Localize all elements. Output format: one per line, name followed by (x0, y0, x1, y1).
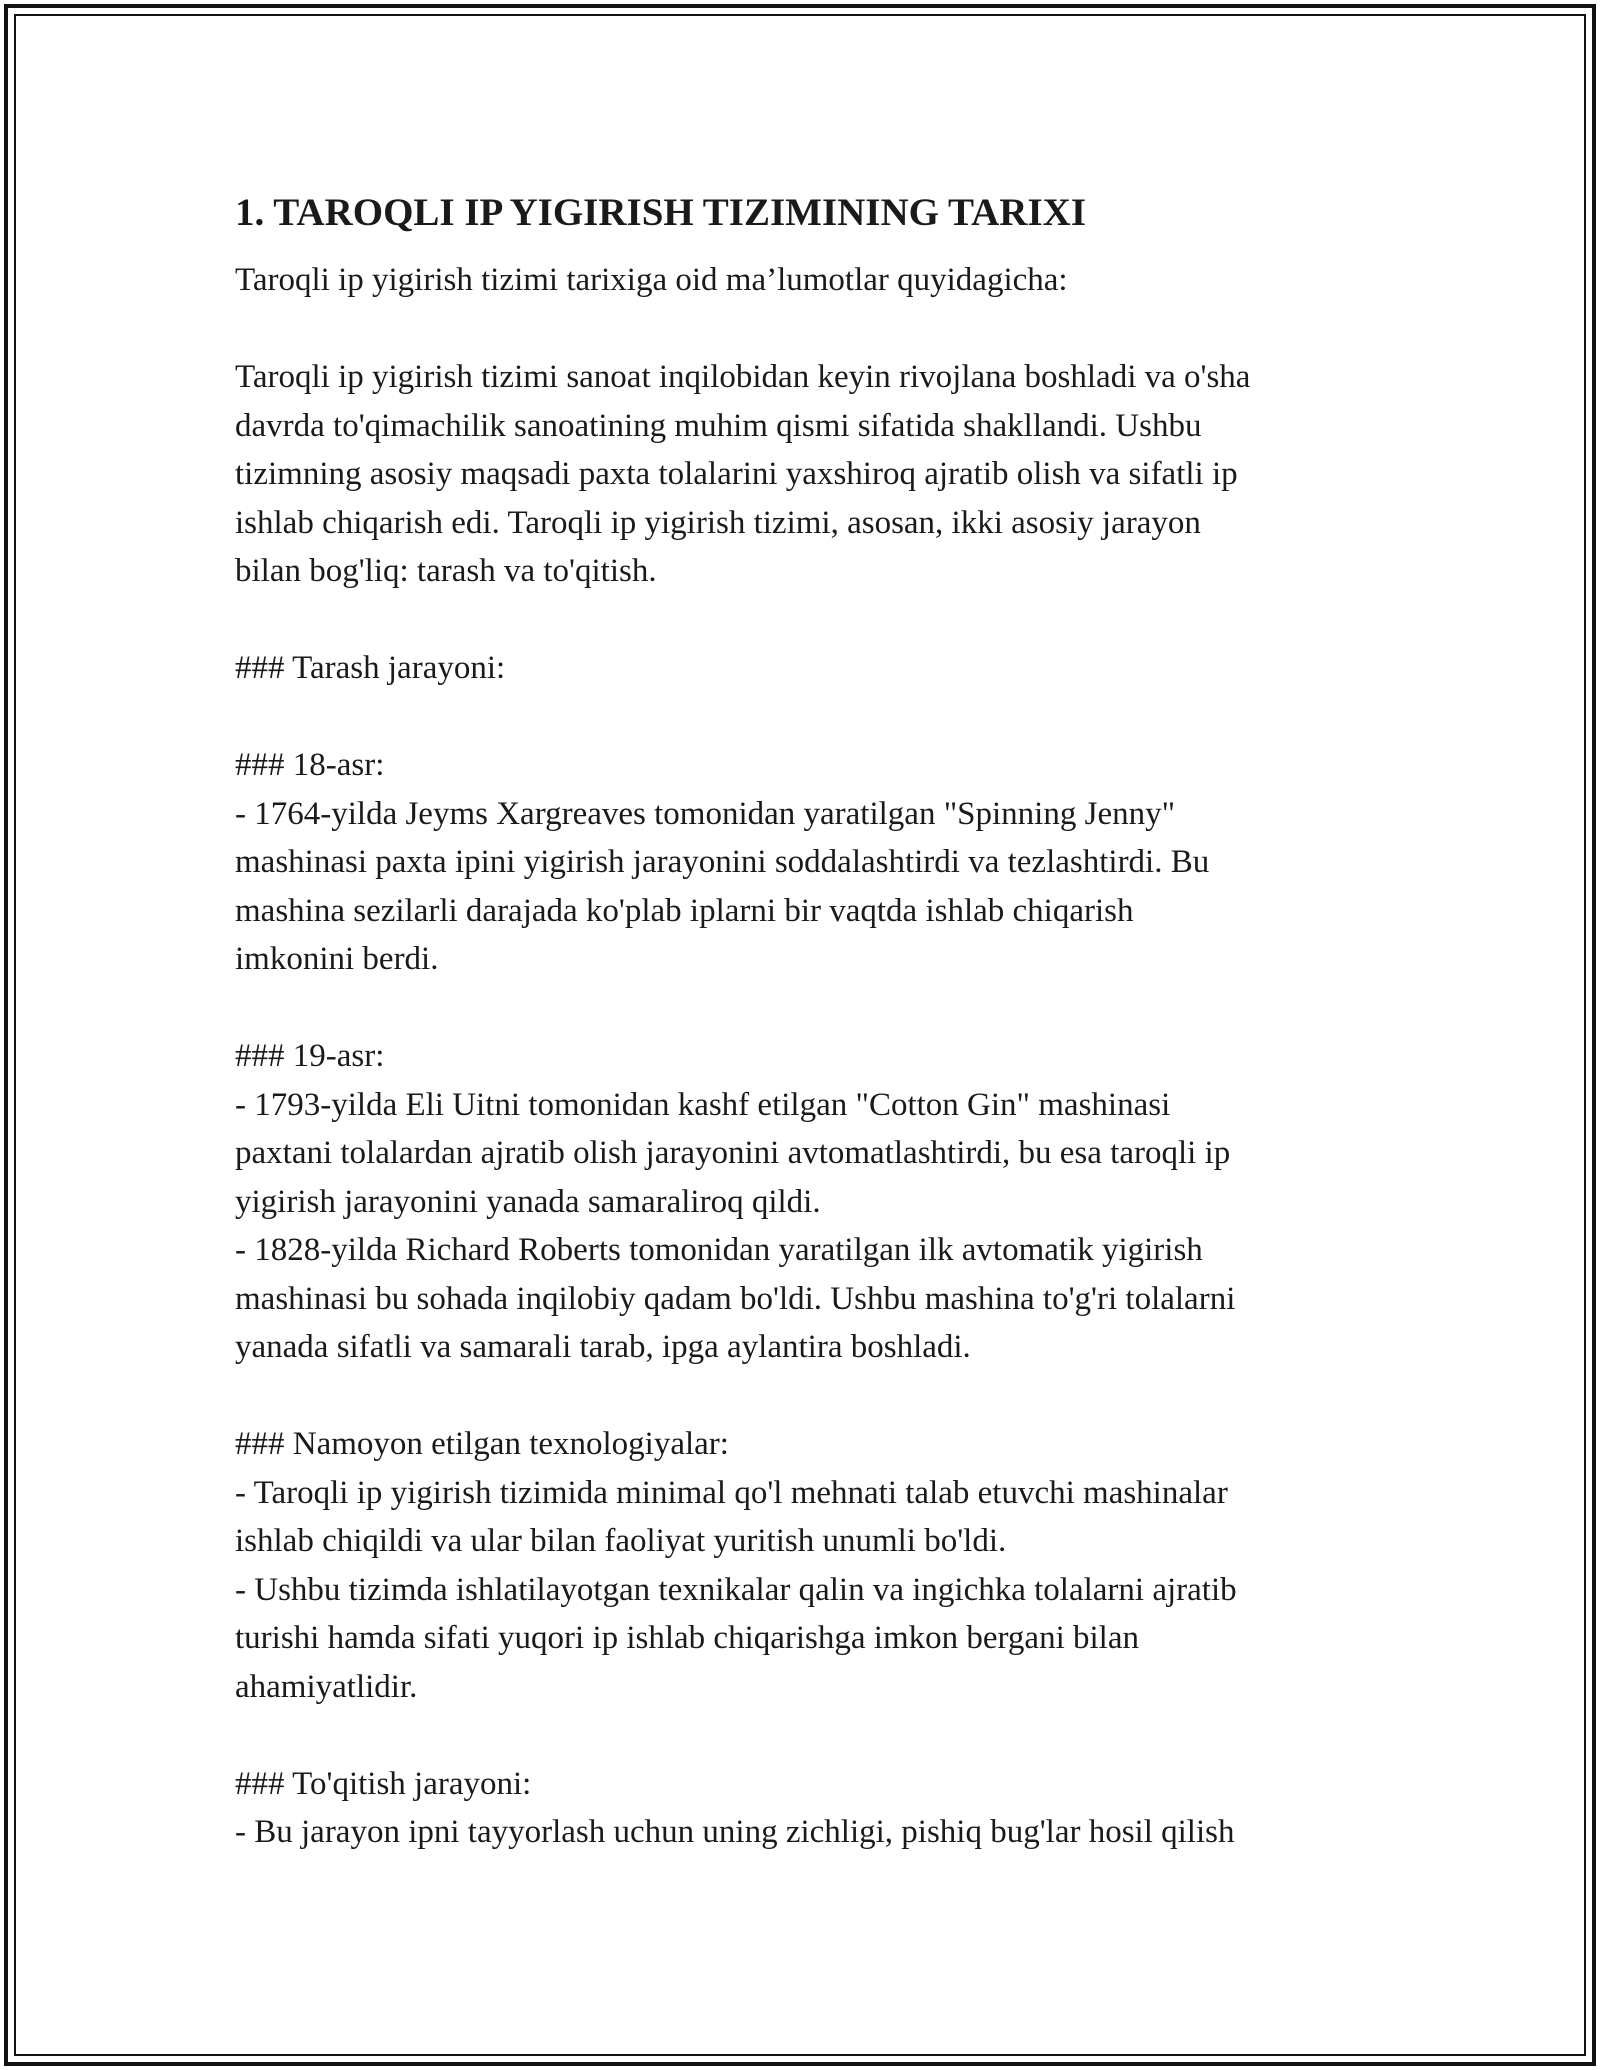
spacer (235, 693, 1395, 742)
century-19-section (235, 1032, 1395, 1420)
toqitish-section (235, 1760, 1395, 1857)
section-heading: ### 19-asr: (235, 1038, 385, 1074)
tarash-section (235, 644, 1395, 741)
text-line: - Ushbu tizimda ishlatilayotgan texnikalar qalin va ingichka tolalarni ajratib (235, 1571, 1237, 1608)
intro-line: Taroqli ip yigirish tizimi tarixiga oid ma’lumotlar quyidagicha: (235, 262, 1068, 298)
text-line: ishlab chiqildi va ular bilan faoliyat yuritish unumli bo'ldi. (235, 1523, 1007, 1559)
technologies-section (235, 1420, 1395, 1760)
spacer (235, 1711, 1395, 1760)
overview-line: tizimning asosiy maqsadi paxta tolalarini yaxshiroq ajratib olish va sifatli ip (235, 456, 1238, 492)
text-line: mashinasi bu sohada inqilobiy qadam bo'ldi. Ushbu mashina to'g'ri tolalarni (235, 1280, 1236, 1317)
text-line: - Taroqli ip yigirish tizimida minimal qo'l mehnati talab etuvchi mashinalar (235, 1474, 1228, 1511)
section-heading: ### Tarash jarayoni: (235, 650, 506, 686)
overview-line: ishlab chiqarish edi. Taroqli ip yigirish tizimi, asosan, ikki asosiy jarayon (235, 504, 1201, 541)
spacer (235, 596, 1395, 645)
spacer (235, 984, 1395, 1033)
century-18-section (235, 741, 1395, 1032)
overview-paragraph (235, 353, 1395, 644)
document-body (235, 186, 1395, 1857)
text-line: ahamiyatlidir. (235, 1668, 418, 1705)
overview-line: davrda to'qimachilik sanoatining muhim qismi sifatida shakllandi. Ushbu (235, 407, 1202, 444)
text-line: - 1764-yilda Jeyms Xargreaves tomonidan yaratilgan "Spinning Jenny" (235, 795, 1176, 832)
text-line: - 1828-yilda Richard Roberts tomonidan yaratilgan ilk avtomatik yigirish (235, 1232, 1203, 1268)
text-line: mashinasi paxta ipini yigirish jarayonini soddalashtirdi va tezlashtirdi. Bu (235, 844, 1210, 880)
section-heading: ### To'qitish jarayoni: (235, 1765, 532, 1802)
text-line: yanada sifatli va samarali tarab, ipga aylantira boshladi. (235, 1329, 971, 1365)
text-line: imkonini berdi. (235, 941, 439, 977)
text-line: yigirish jarayonini yanada samaraliroq qildi. (235, 1183, 821, 1220)
intro-paragraph (235, 256, 1395, 353)
document-title: 1. TAROQLI IP YIGIRISH TIZIMINING TARIXI (235, 191, 1086, 234)
text-line: - Bu jarayon ipni tayyorlash uchun uning zichligi, pishiq bug'lar hosil qilish (235, 1814, 1235, 1850)
overview-line: bilan bog'liq: tarash va to'qitish. (235, 553, 657, 589)
overview-line: Taroqli ip yigirish tizimi sanoat inqilobidan keyin rivojlana boshladi va o'sha (235, 359, 1251, 395)
text-line: mashina sezilarli darajada ko'plab iplarni bir vaqtda ishlab chiqarish (235, 892, 1134, 929)
spacer (235, 1372, 1395, 1421)
section-heading: ### 18-asr: (235, 747, 385, 783)
section-heading: ### Namoyon etilgan texnologiyalar: (235, 1426, 729, 1462)
text-line: - 1793-yilda Eli Uitni tomonidan kashf etilgan "Cotton Gin" mashinasi (235, 1086, 1171, 1123)
spacer (235, 305, 1395, 354)
text-line: paxtani tolalardan ajratib olish jarayonini avtomatlashtirdi, bu esa taroqli ip (235, 1135, 1231, 1171)
text-line: turishi hamda sifati yuqori ip ishlab chiqarishga imkon bergani bilan (235, 1620, 1139, 1656)
